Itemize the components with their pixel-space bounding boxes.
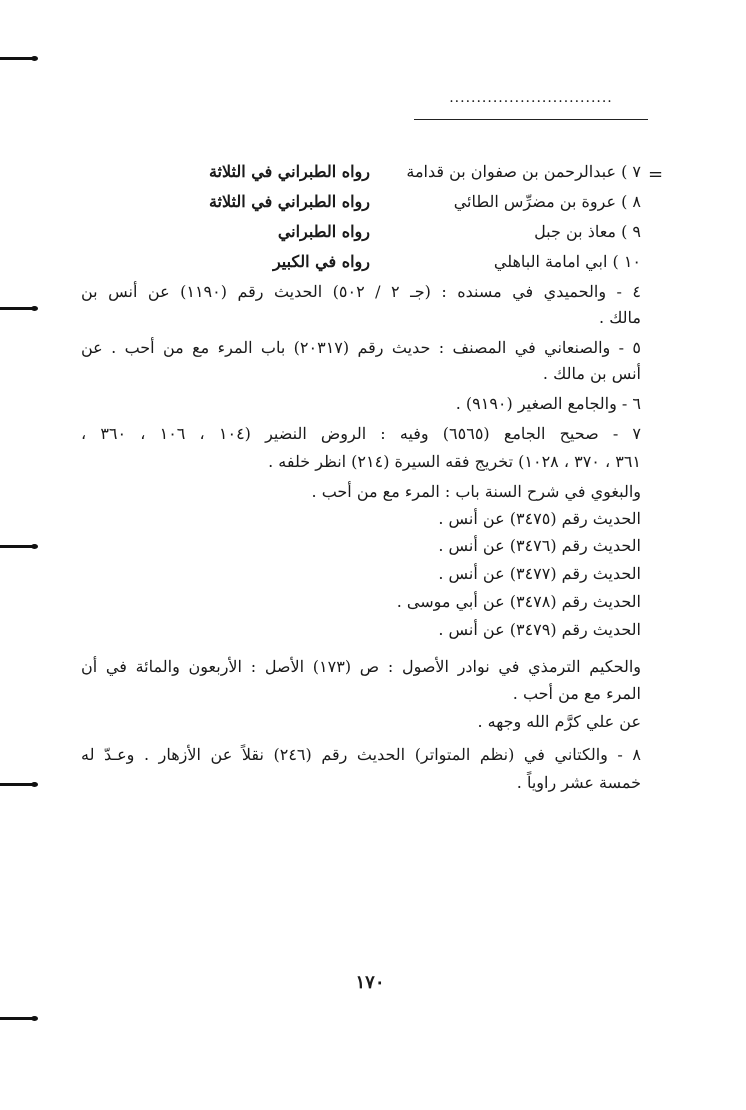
source-name: ٩ ) معاذ بن جبل <box>534 222 641 241</box>
source-note: رواه الطبراني <box>277 222 370 241</box>
page-number: ١٧٠ <box>355 972 385 993</box>
paragraph-6: ٦ - والجامع الصغير (٩١٩٠) . <box>455 394 641 413</box>
tirmidhi-line: المرء مع من أحب . <box>512 684 641 703</box>
paragraph-7-line: ٣٦١ ، ٣٧٠ ، ١٠٢٨) تخريج فقه السيرة (٢١٤) انظر خلفه . <box>268 452 641 471</box>
source-name: ٨ ) عروة بن مضرِّس الطائي <box>453 192 641 211</box>
paragraph-7-line: ٧ - صحيح الجامع (٦٥٦٥) وفيه : الروض النضير (١٠٤ ، ١٠٦ ، ٣٦٠ ، <box>81 424 641 443</box>
source-note: رواه الطبراني في الثلاثة <box>208 162 370 181</box>
margin-mark <box>0 1017 34 1020</box>
header-rule <box>414 119 648 120</box>
ali-line: عن علي كرَّم الله وجهه . <box>477 712 641 731</box>
hadith-reference: الحديث رقم (٣٤٧٨) عن أبي موسى . <box>396 592 641 611</box>
margin-mark <box>0 307 34 310</box>
paragraph-8-line: ٨ - والكتاني في (نظم المتواتر) الحديث رقم (٢٤٦) نقلاً عن الأزهار . وعـدّ له <box>81 745 641 764</box>
source-note: رواه في الكبير <box>272 252 370 271</box>
hadith-reference: الحديث رقم (٣٤٧٩) عن أنس . <box>438 620 641 639</box>
hadith-reference: الحديث رقم (٣٤٧٥) عن أنس . <box>438 509 641 528</box>
source-name: ١٠ ) ابي امامة الباهلي <box>493 252 641 271</box>
tirmidhi-line: والحكيم الترمذي في نوادر الأصول : ص (١٧٣) الأصل : الأربعون والمائة في أن <box>81 657 641 676</box>
hadith-reference: الحديث رقم (٣٤٧٧) عن أنس . <box>438 564 641 583</box>
margin-mark <box>0 783 34 786</box>
margin-mark <box>0 545 34 548</box>
paragraph-8-line: خمسة عشر راوياً . <box>516 773 641 792</box>
paragraph-4-line: مالك . <box>599 308 641 327</box>
continuation-mark: = <box>648 164 664 185</box>
source-name: ٧ ) عبدالرحمن بن صفوان بن قدامة <box>406 162 641 181</box>
paragraph-5-line: ٥ - والصنعاني في المصنف : حديث رقم (٢٠٣١٧) باب المرء مع من أحب . عن <box>81 338 641 357</box>
hadith-reference: الحديث رقم (٣٤٧٦) عن أنس . <box>438 536 641 555</box>
paragraph-5-line: أنس بن مالك . <box>542 364 641 383</box>
baghawi-line: والبغوي في شرح السنة باب : المرء مع من أحب . <box>311 482 641 501</box>
source-note: رواه الطبراني في الثلاثة <box>208 192 370 211</box>
header-dots: .............................. <box>449 91 613 105</box>
paragraph-4-line: ٤ - والحميدي في مسنده : (جـ ٢ / ٥٠٢) الحديث رقم (١١٩٠) عن أنس بن <box>81 282 642 301</box>
margin-mark <box>0 57 34 60</box>
